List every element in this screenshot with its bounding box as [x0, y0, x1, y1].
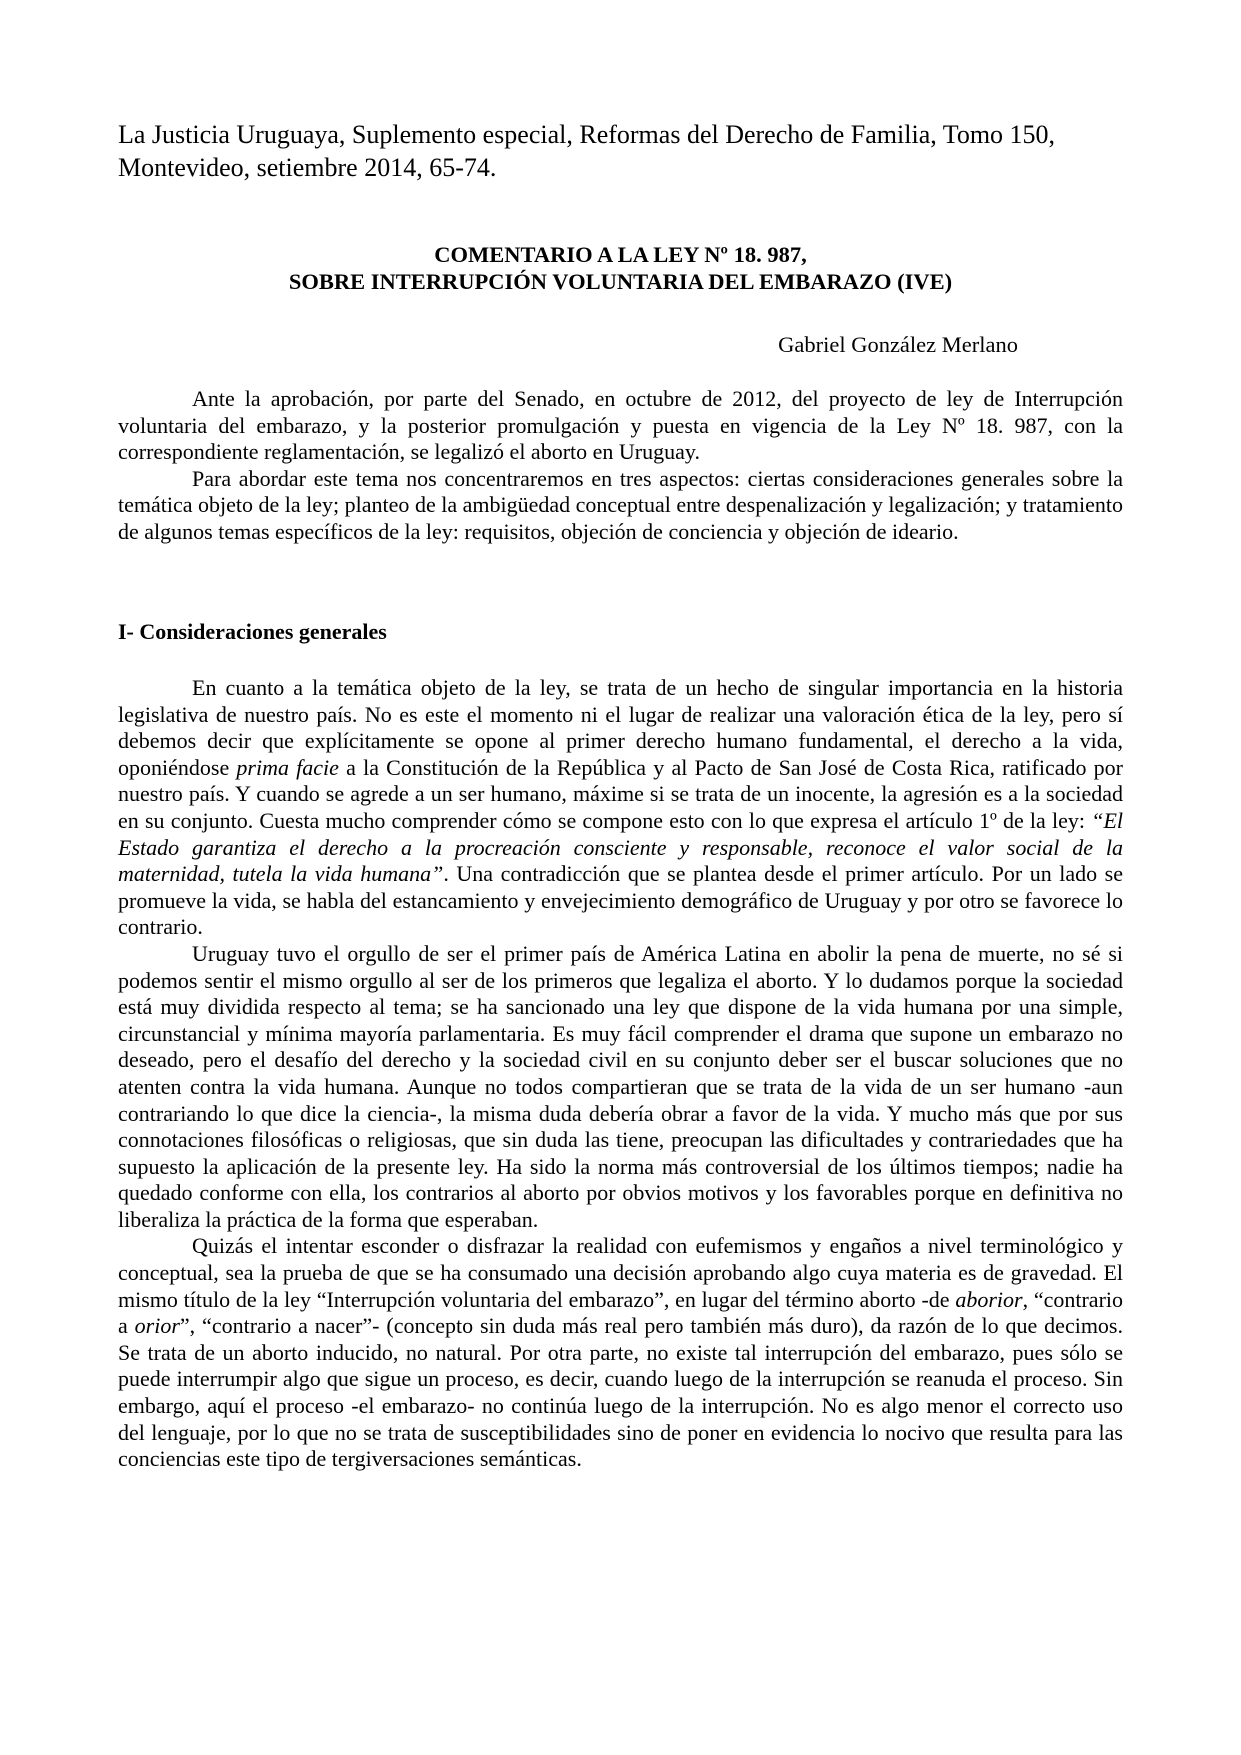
italic-quote: “El Estado garantiza el derecho a la procreación consciente y responsable, reconoce el valor social de la maternidad, tutela la vida humana” — [118, 807, 1123, 887]
title-line-2: SOBRE INTERRUPCIÓN VOLUNTARIA DEL EMBARAZO (IVE) — [288, 269, 953, 294]
intro-paragraph-1: Ante la aprobación, por parte del Senado, en octubre de 2012, del proyecto de ley de Interrupción voluntaria del embarazo, y la posterior promulgación y puesta en vigencia de la Ley Nº 18. 987, con la correspondiente reglamentación, se legalizó el aborto en Uruguay. — [118, 386, 1123, 465]
title-line-1: COMENTARIO A LA LEY Nº 18. 987, — [434, 242, 807, 267]
section-body — [118, 675, 1123, 1473]
intro-section — [118, 386, 1123, 546]
text-run: a la Constitución de la República y al Pacto de San José de Costa Rica, ratificado por nuestro país. Y cuando se agrede a un ser humano, máxime si se trata de un inocente, la agresión es a la sociedad en su conjunto. Cuesta mucho comprender cómo se compone esto con lo que expresa el artículo 1º de la ley: — [118, 754, 1123, 833]
text-run: Quizás el intentar esconder o disfrazar la realidad con eufemismos y engaños a nivel terminológico y conceptual, sea la prueba de que se ha consumado una decisión aprobando algo cuya materia es de gravedad. El mismo título de la ley “Interrupción voluntaria del embarazo”, en lugar del término aborto -de — [118, 1233, 1123, 1312]
text-run: En cuanto a la temática objeto de la ley, se trata de un hecho de singular importancia en la historia legislativa de nuestro país. No es este el momento ni el lugar de realizar una valoración ética de la ley, pero sí debemos decir que explícitamente se opone al primer derecho humano fundamental, el derecho a la vida, oponiéndose — [118, 675, 1123, 780]
italic-term: prima facie — [236, 754, 339, 780]
italic-term: aborior — [955, 1286, 1023, 1312]
text-run: . Una contradicción que se plantea desde el primer artículo. Por un lado se promueve la vida, se habla del estancamiento y envejecimiento demográfico de Uruguay y por otro se favorece lo contrario. — [118, 861, 1123, 940]
author-name: Gabriel González Merlano — [778, 332, 1018, 357]
intro-paragraph-2: Para abordar este tema nos concentraremos en tres aspectos: ciertas consideraciones generales sobre la temática objeto de la ley; planteo de la ambigüedad conceptual entre despenalización y legalización; y tratamiento de algunos temas específicos de la ley: requisitos, objeción de conciencia y objeción de ideario. — [118, 465, 1123, 544]
document-title — [118, 241, 1123, 295]
body-paragraph-2: Uruguay tuvo el orgullo de ser el primer país de América Latina en abolir la pena de muerte, no sé si podemos sentir el mismo orgullo al ser de los primeros que legaliza el aborto. Y lo dudamos porque la sociedad está muy dividida respecto al tema; se ha sancionado una ley que dispone de la vida humana por una simple, circunstancial y mínima mayoría parlamentaria. Es muy fácil comprender el drama que supone un embarazo no deseado, pero el desafío del derecho y la sociedad civil en su conjunto deber ser el buscar soluciones que no atenten contra la vida humana. Aunque no todos compartieran que se trata de la vida de un ser humano -aun contrariando lo que dice la ciencia-, la misma duda debería obrar a favor de la vida. Y mucho más que por sus connotaciones filosóficas o religiosas, que sin duda las tiene, preocupan las dificultades y contrariedades que ha supuesto la aplicación de la presente ley. Ha sido la norma más controversial de los últimos tiempos; nadie ha quedado conforme con ella, los contrarios al aborto por obvios motivos y los favorables porque en definitiva no liberaliza la práctica de la forma que esperaban. — [118, 940, 1123, 1232]
text-run: , “contrario a — [118, 1286, 1124, 1339]
italic-term: orior — [134, 1313, 180, 1339]
section-heading: I- Consideraciones generales — [118, 619, 387, 644]
body-paragraph-3 — [118, 1233, 1123, 1472]
text-run: ”, “contrario a nacer”- (concepto sin duda más real pero también más duro), da razón de lo que decimos. Se trata de un aborto inducido, no natural. Por otra parte, no existe tal interrupción del embarazo, pues sólo se puede interrumpir algo que sigue un proceso, es decir, cuando luego de la interrupción se reanuda el proceso. Sin embargo, aquí el proceso -el embarazo- no continúa luego de la interrupción. No es algo menor el correcto uso del lenguaje, por lo que no se trata de susceptibilidades sino de poner en evidencia lo nocivo que resulta para las conciencias este tipo de tergiversaciones semánticas. — [118, 1313, 1123, 1472]
citation-line: La Justicia Uruguaya, Suplemento especial, Reformas del Derecho de Familia, Tomo 150, Montevideo, setiembre 2014, 65-74. — [118, 120, 1056, 182]
body-paragraph-1 — [118, 675, 1123, 941]
